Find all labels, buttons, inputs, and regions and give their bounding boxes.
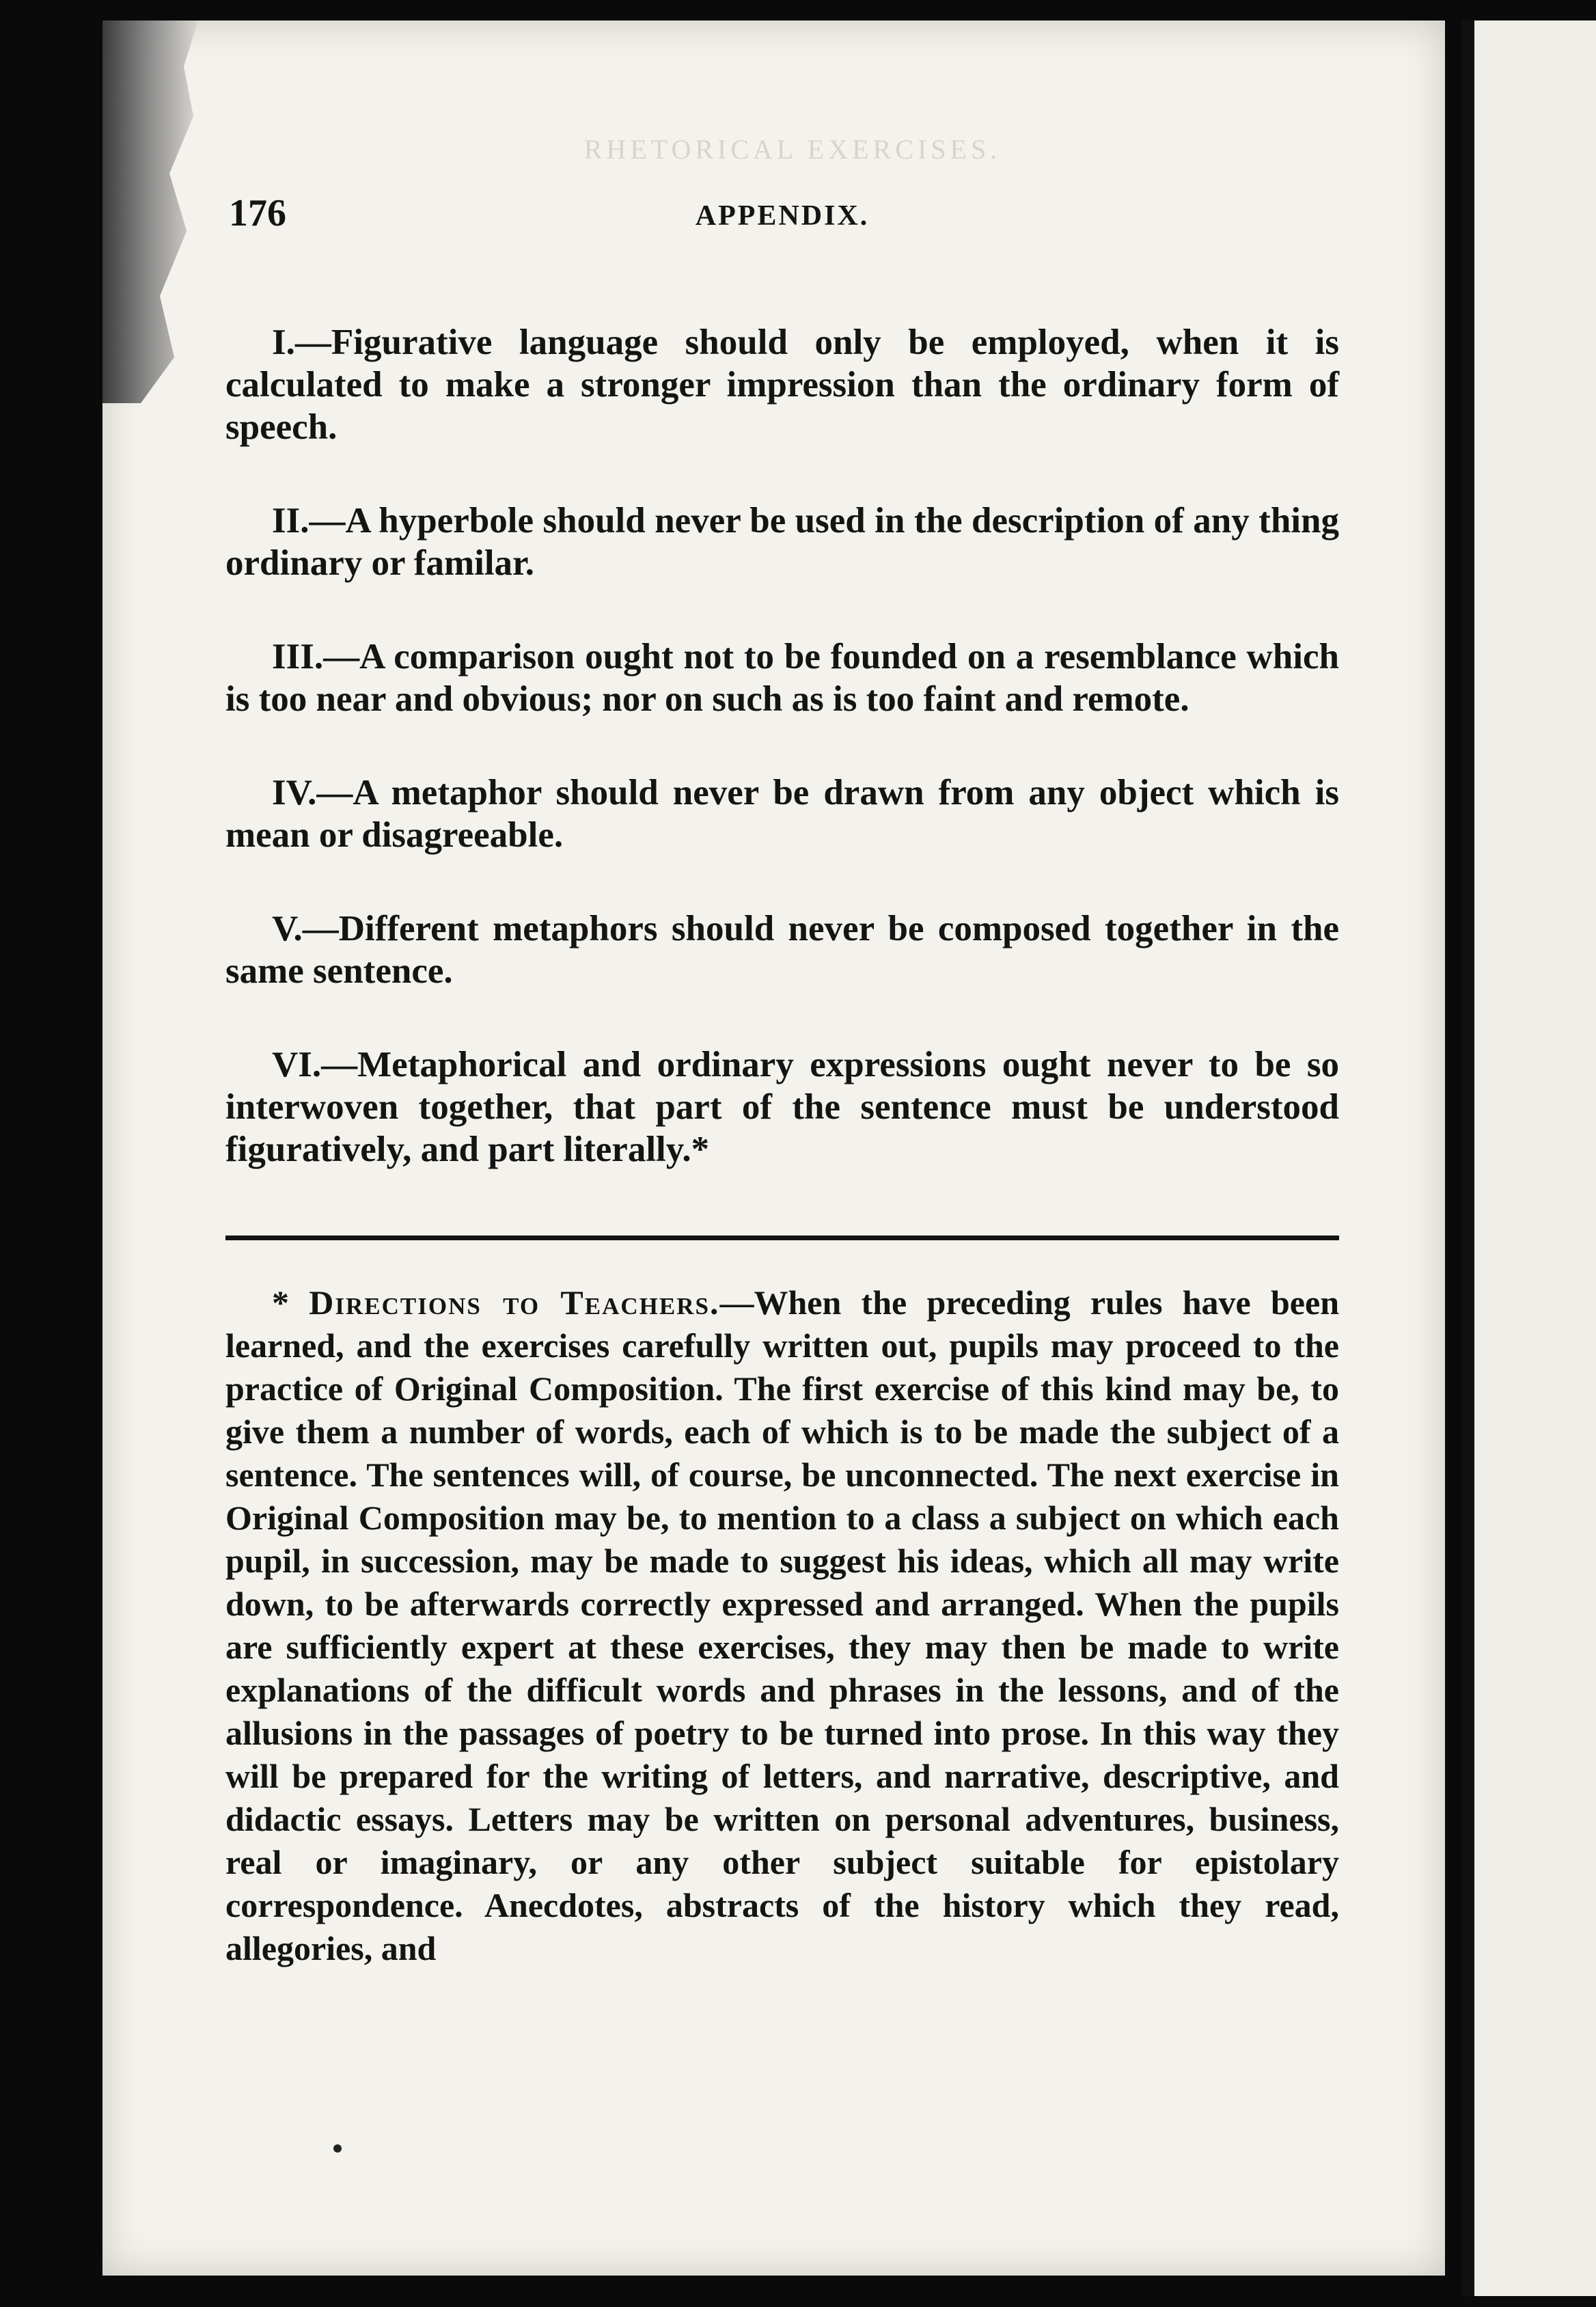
next-page-edge (1462, 21, 1596, 2296)
ink-speck (333, 2144, 342, 2153)
rule-2: II.—A hyperbole should never be used in the description of any thing ordinary or familar. (225, 501, 1339, 583)
rule-6: VI.—Metaphorical and ordinary expressions ought never to be so interwoven together, that part of the sentence must be understood figuratively, and part literally.* (225, 1045, 1339, 1169)
running-head: APPENDIX. (695, 200, 870, 232)
rules-list (225, 321, 1339, 1171)
page-content (225, 191, 1339, 2004)
footnote (225, 1281, 1339, 1970)
footnote-marker: * (272, 1283, 309, 1322)
rule-3: III.—A comparison ought not to be founded on a resemblance which is too near and obvious; nor on such as is too faint and remote. (225, 637, 1339, 719)
rule-5: V.—Different metaphors should never be composed together in the same sentence. (225, 909, 1339, 991)
page-header (225, 191, 1339, 246)
page-number: 176 (229, 192, 286, 234)
bleed-through-text: RHETORICAL EXERCISES. (583, 134, 1002, 165)
footnote-body: —When the preceding rules have been learned, and the exercises carefully written out, pupils may proceed to the practice of Original Composition. The first exercise of this kind may be, to give them a number of words, each of which is to be made the subject of a sentence. The sentences will, of course, be unconnected. The next exercise in Original Composition may be, to mention to a class a subject on which each pupil, in succession, may be made to suggest his ideas, which all may write down, to be afterwards correctly expressed and arranged. When the pupils are sufficiently expert at these exercises, they may then be made to write explanations of the difficult words and phrases in the lessons, and of the allusions in the passages of poetry to be turned into prose. In this way they will be prepared for the writing of letters, and narrative, descriptive, and didactic essays. Letters may be written on personal adventures, business, real or imaginary, or any other subject suitable for epistolary correspondence. Anecdotes, abstracts of the history which they read, allegories, and (225, 1283, 1339, 1967)
footnote-heading: Directions to Teachers. (309, 1283, 720, 1322)
rule-4: IV.—A metaphor should never be drawn from any object which is mean or disagreeable. (225, 773, 1339, 855)
rule-1: I.—Figurative language should only be employed, when it is calculated to make a stronger impression than the ordinary form of speech. (225, 323, 1339, 447)
footnote-divider (225, 1236, 1339, 1240)
